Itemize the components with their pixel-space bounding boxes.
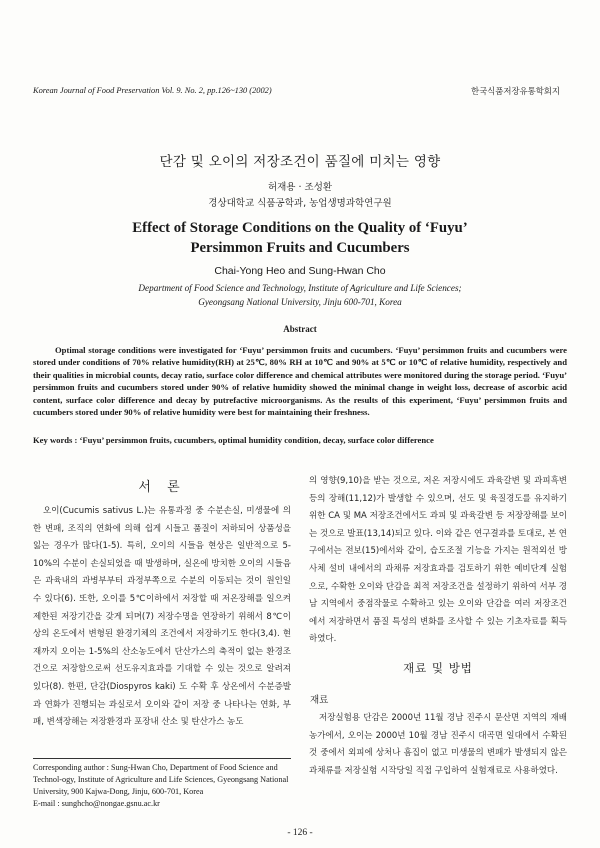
english-affiliation-line1: Department of Food Science and Technology, Institute of Agriculture and Life Sciences; [138,283,462,293]
society-header: 한국식품저장유통학회지 [471,86,560,96]
korean-affiliation: 경상대학교 식품공학과, 농업생명과학연구원 [208,198,392,209]
english-title-line1: Effect of Storage Conditions on the Quality of ‘Fuyu’ [132,220,468,236]
keywords: Key words : ‘Fuyu’ persimmon fruits, cucumbers, optimal humidity condition, decay, surface color difference [33,435,434,445]
footnote-rule [33,758,291,759]
materials-block [309,710,567,780]
abstract-heading: Abstract [283,324,317,334]
korean-authors: 허재용 · 조성환 [267,182,333,193]
materials-heading: 재료 [310,695,329,706]
left-column [33,476,291,732]
intro-paragraph-continued: 의 영향(9,10)을 받는 것으로, 저온 저장시에도 과육갈변 및 과피흑변 등의 장해(11,12)가 발생할 수 있으며, 선도 및 육질경도를 유지하기 위한 CA 및 MA 저장조건에서도 과피 및 과육갈변 등 저장장해를 보이는 것으로 발표(13,14)되고 있다. 이와 같은 연구결과를 토대로, 본 연구에서는 전보(15)에서와 같이, 습도조절 기능을 가지는 원적외선 방사체 설비 내에서의 과채류 저장효과를 검토하기 위한 예비단계 실험으로, 수확한 오이와 단감을 최적 저장조건을 설정하기 위하여 서부 경남 지역에서 중점작물로 수확하고 있는 오이와 단감을 여러 저장조건에서 저장하면서 품질 특성의 변화를 조사할 수 있는 기초자료를 획득하였다. [309,476,567,645]
abstract-text: Optimal storage conditions were investigated for ‘Fuyu’ persimmon fruits and cucumbers. ‘Fuyu’ persimmon fruits and cucumbers were stored under conditions of 70% relative humidity(RH) at 25℃, 80% RH at 10℃ and 90% at 5℃ or 10℃ of relative humidity, respectively and their qualities in microbial counts, decay ratio, surface color difference and chemical attributes were monitored during the storage period. ‘Fuyu’ persimmon fruits and cucumbers stored under 90% of relative humidity showed the minimal change in weight loss, decrease of ascorbic acid content, surface color difference and decay by putrefactive microorganisms. As the results of this experiment, ‘Fuyu’ persimmon fruits and cucumbers stored under 90% of relative humidity were best for maintaining their freshness. [33,345,567,418]
intro-paragraph: 오이(Cucumis sativus L.)는 유통과정 중 수분손실, 미생물에 의한 변패, 조직의 연화에 의해 쉽게 시들고 품질이 저하되어 상품성을 잃는 경우가 많다(1-5). 특히, 오이의 시들음 현상은 일반적으로 5-10%의 수분이 손실되었을 때 발생하며, 실온에 방치한 오이의 시들음은 과육내의 과병부부터 과정부쪽으로 수분의 이동되는 것이 원인일 수 있다(6). 또한, 오이를 5℃이하에서 저장할 때 저온장해를 일으켜 제한된 저장기간을 갖게 되며(7) 저장수명을 연장하기 위해서 8℃이상의 온도에서 변형된 환경기체의 조건에서 저장하기도 한다(3,4). 현재까지 오이는 1-5%의 산소농도에서 단산가스의 축적이 없는 환경조건으로 저장함으로써 선도유지효과를 기대할 수 있는 것으로 알려져 있다(8). 한편, 단감(Diospyros kaki) 도 수확 후 상온에서 수분증발과 연화가 진행되는 과실로서 오이와 같이 저장 중 나타나는 연화, 부패, 변색장해는 저장환경과 포장내 산소 및 탄산가스 농도 [33,506,291,728]
materials-paragraph: 저장실험용 단감은 2000년 11월 경남 진주시 문산면 지역의 재배농가에서, 오이는 2000년 10월 경남 진주시 대곡면 일대에서 수확된 것 중에서 외피에 상처나 흠집이 없고 미생물의 변패가 발생되지 않은 과채류를 저장실험 시작당일 직접 구입하여 실험재료로 사용하였다. [309,713,567,776]
english-authors: Chai-Yong Heo and Sung-Hwan Cho [214,265,386,277]
right-column [309,473,567,649]
intro-heading: 서 론 [138,480,186,495]
page-number: - 126 - [287,828,313,838]
journal-header: Korean Journal of Food Preservation Vol. 9. No. 2, pp.126~130 (2002) [33,86,272,95]
english-title [0,218,600,258]
korean-title: 단감 및 오이의 저장조건이 품질에 미치는 영향 [159,154,441,170]
english-affiliation [0,281,600,309]
english-affiliation-line2: Gyeongsang National University, Jinju 600-701, Korea [198,297,402,307]
methods-heading: 재료 및 방법 [403,661,473,675]
corresponding-author-footnote: Corresponding author : Sung-Hwan Cho, Department of Food Science and Technol-ogy, Institute of Agriculture and Life Sciences, Gyeongsang National University, 900 Kajwa-Dong, Jinju, 600-701, Korea E-mail : sunghcho@nongae.gsnu.ac.kr [33,763,289,808]
english-title-line2: Persimmon Fruits and Cucumbers [190,240,410,256]
